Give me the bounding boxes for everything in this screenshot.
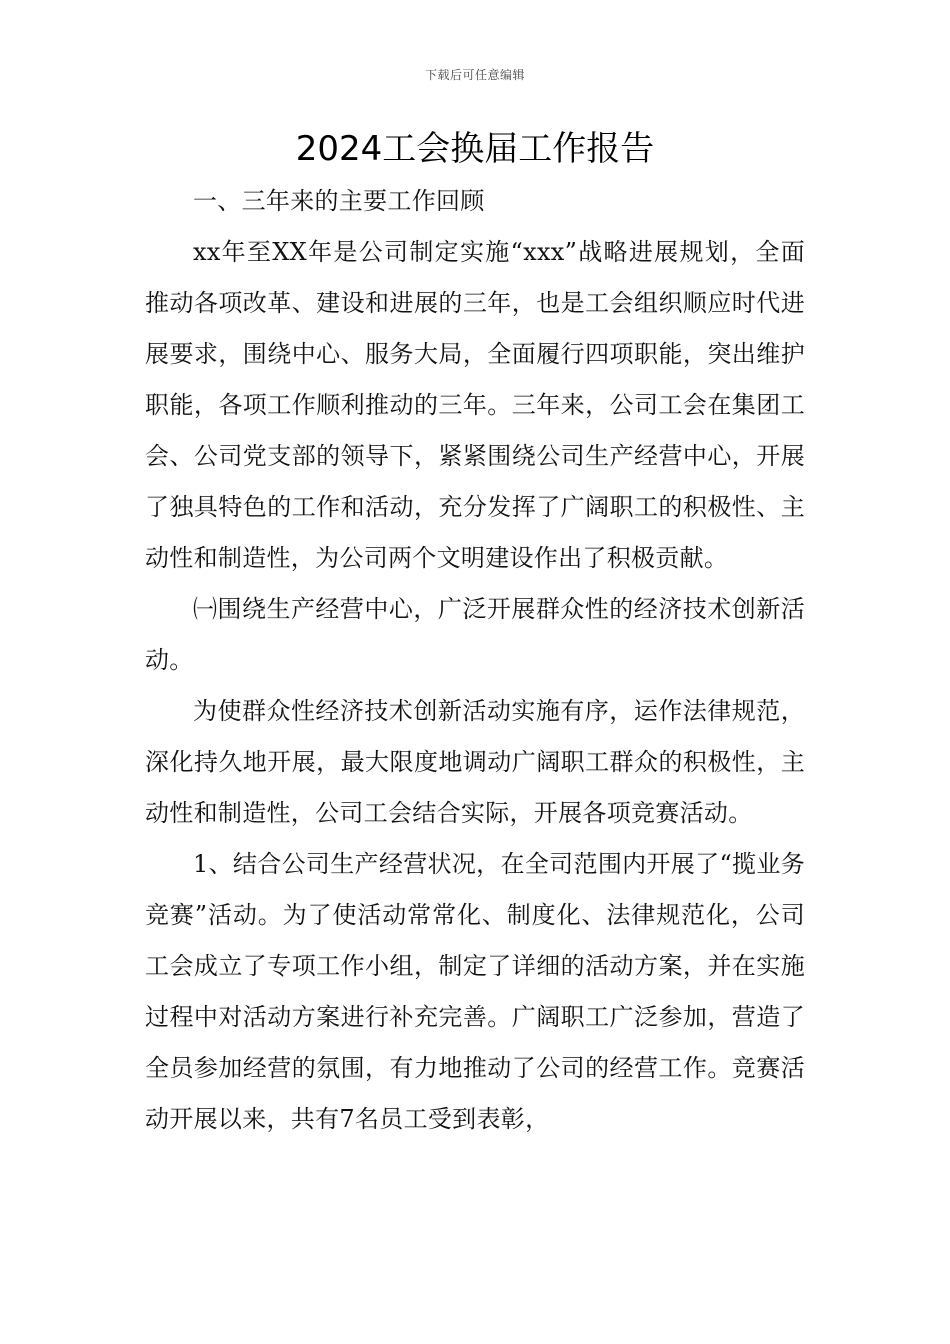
paragraph: 1、结合公司生产经营状况，在全司范围内开展了“揽业务竞赛”活动。为了使活动常常化、制度化、法律规范化，公司工会成立了专项工作小组，制定了详细的活动方案，并在实施过程中对活动方案进行补充完善。广阔职工广泛参加，营造了全员参加经营的氛围，有力地推动了公司的经营工作。竞赛活动开展以来，共有7名员工受到表彰， — [145, 850, 805, 1133]
paragraph: 为使群众性经济技术创新活动实施有序，运作法律规范，深化持久地开展，最大限度地调动广阔职工群众的积极性，主动性和制造性，公司工会结合实际，开展各项竞赛活动。 — [145, 697, 805, 827]
section-heading: 一、三年来的主要工作回顾 — [193, 187, 485, 215]
document-title: 2024工会换届工作报告 — [295, 129, 655, 169]
paragraph: xx年至XX年是公司制定实施“xxx”战略进展规划，全面推动各项改革、建设和进展的三年，也是工会组织顺应时代进展要求，围绕中心、服务大局，全面履行四项职能，突出维护职能，各项工作顺利推动的三年。三年来，公司工会在集团工会、公司党支部的领导下，紧紧围绕公司生产经营中心，开展了独具特色的工作和活动，充分发挥了广阔职工的积极性、主动性和制造性，为公司两个文明建设作出了积极贡献。 — [145, 238, 805, 572]
subsection-heading: ㈠围绕生产经营中心，广泛开展群众性的经济技术创新活动。 — [145, 595, 805, 674]
document-body — [145, 176, 805, 1145]
header-note: 下载后可任意编辑 — [424, 68, 525, 82]
